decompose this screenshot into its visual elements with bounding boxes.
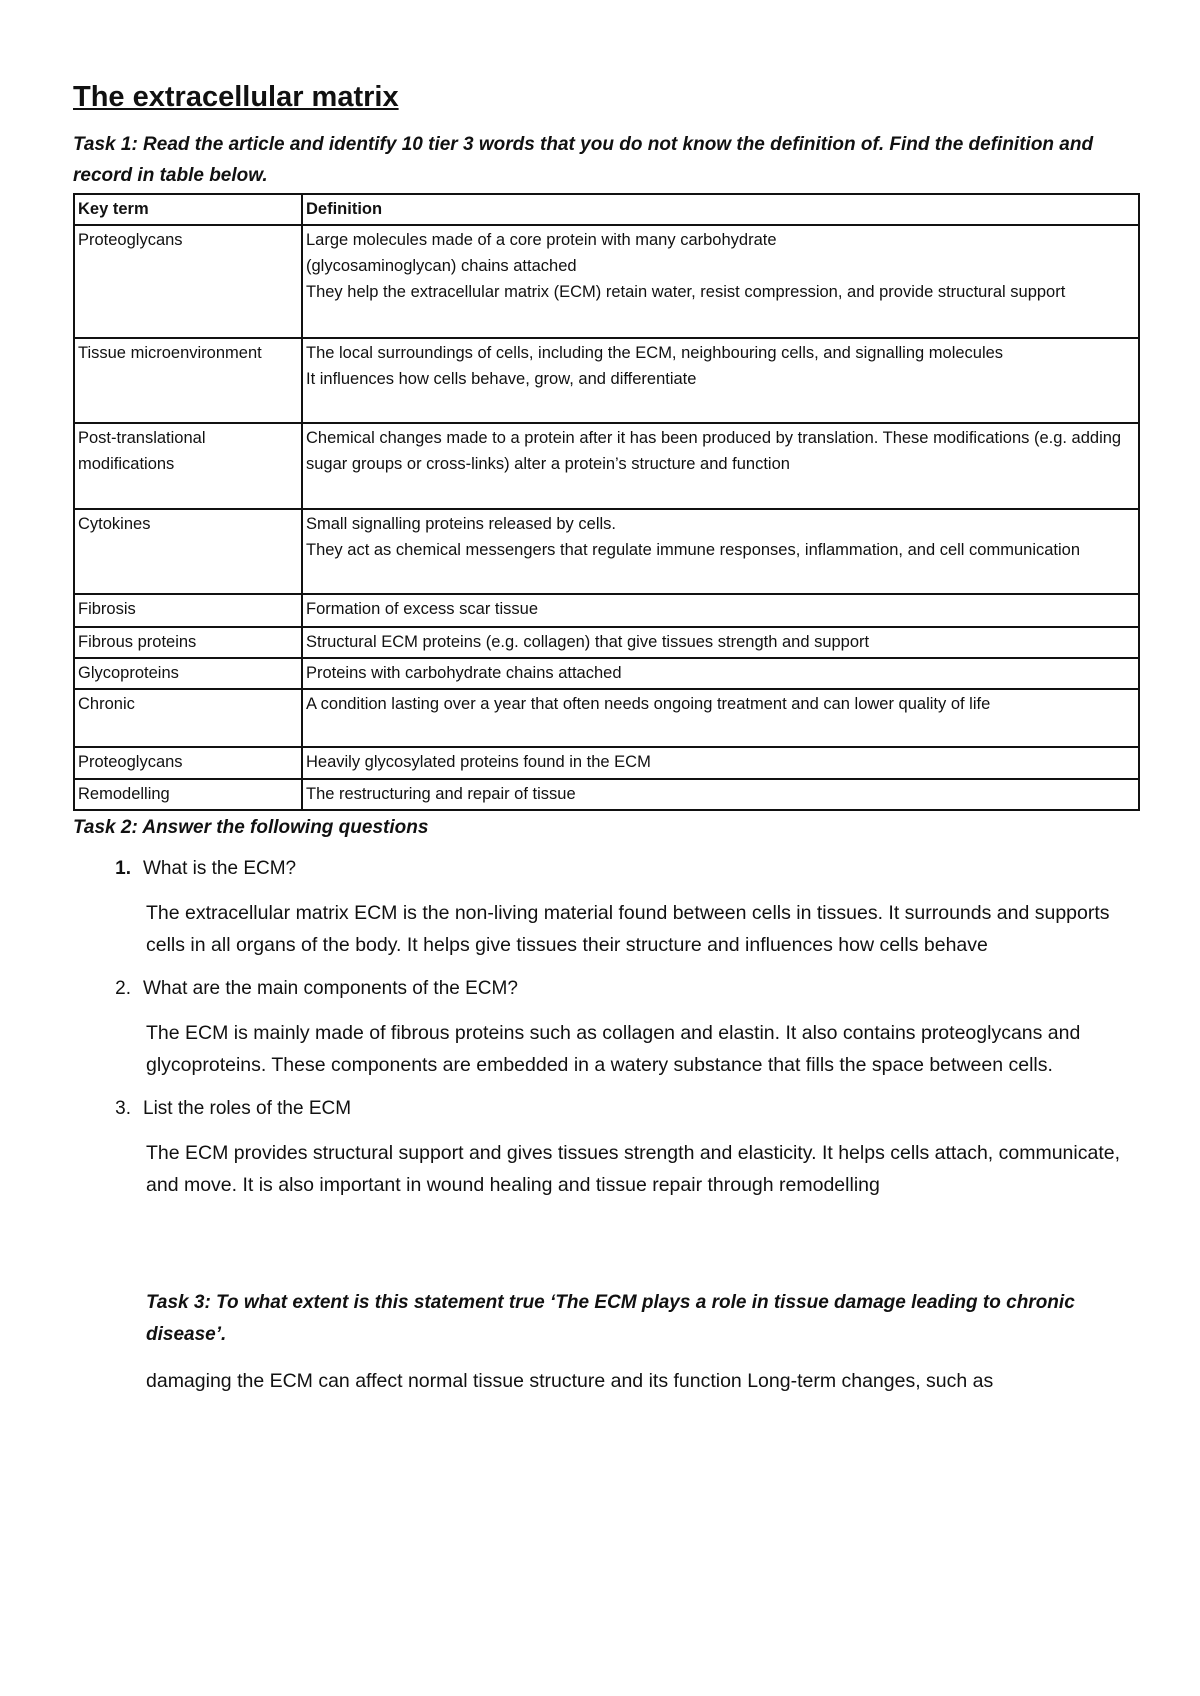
term-cell: Proteoglycans bbox=[74, 225, 302, 338]
answer-text: The extracellular matrix ECM is the non-living material found between cells in tissues. It surrounds and supports cells in all organs of the body. It helps give tissues their structure and influences how cells behave bbox=[146, 901, 1110, 956]
term-cell: Glycoproteins bbox=[74, 658, 302, 689]
definition-cell bbox=[302, 779, 1139, 810]
table-row bbox=[74, 627, 1139, 658]
page-title: The extracellular matrix bbox=[73, 81, 399, 113]
term-cell: Remodelling bbox=[74, 779, 302, 810]
term-cell: Post-translational modifications bbox=[74, 423, 302, 509]
key-terms-table bbox=[73, 193, 1140, 811]
definition-line: (glycosaminoglycan) chains attached bbox=[306, 256, 577, 275]
definition-cell bbox=[302, 423, 1139, 509]
term-cell: Tissue microenvironment bbox=[74, 338, 302, 423]
question-text: What are the main components of the ECM? bbox=[143, 977, 518, 999]
definition-line: The restructuring and repair of tissue bbox=[306, 784, 576, 803]
definition-line: The local surroundings of cells, including the ECM, neighbouring cells, and signalling molecules bbox=[306, 343, 1004, 362]
list-item bbox=[73, 855, 1138, 961]
definition-line: Large molecules made of a core protein with many carbohydrate bbox=[306, 230, 777, 249]
task3-answer-text: damaging the ECM can affect normal tissue structure and its function Long-term changes, such as bbox=[146, 1369, 994, 1392]
header-key-term: Key term bbox=[74, 194, 302, 225]
table-row bbox=[74, 658, 1139, 689]
definition-line: They help the extracellular matrix (ECM) retain water, resist compression, and provide structural support bbox=[306, 282, 1066, 301]
question-text: What is the ECM? bbox=[143, 857, 297, 879]
definition-line: Chemical changes made to a protein after it has been produced by translation. These modifications (e.g. adding sugar groups or cross-links) alter a protein’s structure and function bbox=[306, 428, 1122, 473]
term-cell: Chronic bbox=[74, 689, 302, 747]
definition-cell bbox=[302, 658, 1139, 689]
question-number: 1. bbox=[115, 857, 131, 879]
list-item bbox=[73, 1095, 1138, 1201]
question-number: 3. bbox=[115, 1097, 131, 1119]
task2-heading: Task 2: Answer the following questions bbox=[73, 816, 429, 838]
definition-cell bbox=[302, 509, 1139, 594]
table-row bbox=[74, 747, 1139, 779]
definition-cell bbox=[302, 225, 1139, 338]
definition-line: Small signalling proteins released by cells. bbox=[306, 514, 616, 533]
question-number: 2. bbox=[115, 977, 131, 999]
header-definition: Definition bbox=[302, 194, 1139, 225]
table-row bbox=[74, 423, 1139, 509]
definition-cell bbox=[302, 747, 1139, 779]
table-row bbox=[74, 509, 1139, 594]
definition-cell bbox=[302, 627, 1139, 658]
definition-line: Heavily glycosylated proteins found in the ECM bbox=[306, 752, 651, 771]
document-page bbox=[73, 80, 1138, 1397]
definition-line: Formation of excess scar tissue bbox=[306, 599, 538, 618]
task2-section bbox=[73, 812, 1138, 1201]
definition-cell bbox=[302, 338, 1139, 423]
answer-text: The ECM is mainly made of fibrous proteins such as collagen and elastin. It also contains proteoglycans and glycoproteins. These components are embedded in a watery substance that fills the space between cells. bbox=[146, 1021, 1081, 1076]
term-cell: Fibrous proteins bbox=[74, 627, 302, 658]
table-header-row bbox=[74, 194, 1139, 225]
term-cell: Proteoglycans bbox=[74, 747, 302, 779]
term-cell: Fibrosis bbox=[74, 594, 302, 627]
question-list bbox=[73, 855, 1138, 1201]
question-text: List the roles of the ECM bbox=[143, 1097, 352, 1119]
definition-cell bbox=[302, 594, 1139, 627]
task1-heading: Task 1: Read the article and identify 10 tier 3 words that you do not know the definition of. Find the definition and record in table below. bbox=[73, 133, 1094, 186]
definition-cell bbox=[302, 689, 1139, 747]
list-item bbox=[73, 975, 1138, 1081]
definition-line: Structural ECM proteins (e.g. collagen) that give tissues strength and support bbox=[306, 632, 870, 651]
table-row bbox=[74, 689, 1139, 747]
term-cell: Cytokines bbox=[74, 509, 302, 594]
table-row bbox=[74, 338, 1139, 423]
definition-line: Proteins with carbohydrate chains attached bbox=[306, 663, 622, 682]
table-row bbox=[74, 779, 1139, 810]
definition-line: They act as chemical messengers that regulate immune responses, inflammation, and cell communication bbox=[306, 540, 1081, 559]
task3-heading: Task 3: To what extent is this statement true ‘The ECM plays a role in tissue damage leading to chronic disease’. bbox=[146, 1291, 1075, 1345]
definition-line: It influences how cells behave, grow, and differentiate bbox=[306, 369, 697, 388]
table-row bbox=[74, 225, 1139, 338]
definition-line: A condition lasting over a year that often needs ongoing treatment and can lower quality of life bbox=[306, 694, 991, 713]
answer-text: The ECM provides structural support and gives tissues strength and elasticity. It helps cells attach, communicate, and move. It is also important in wound healing and tissue repair through remodelling bbox=[146, 1141, 1121, 1196]
table-row bbox=[74, 594, 1139, 627]
